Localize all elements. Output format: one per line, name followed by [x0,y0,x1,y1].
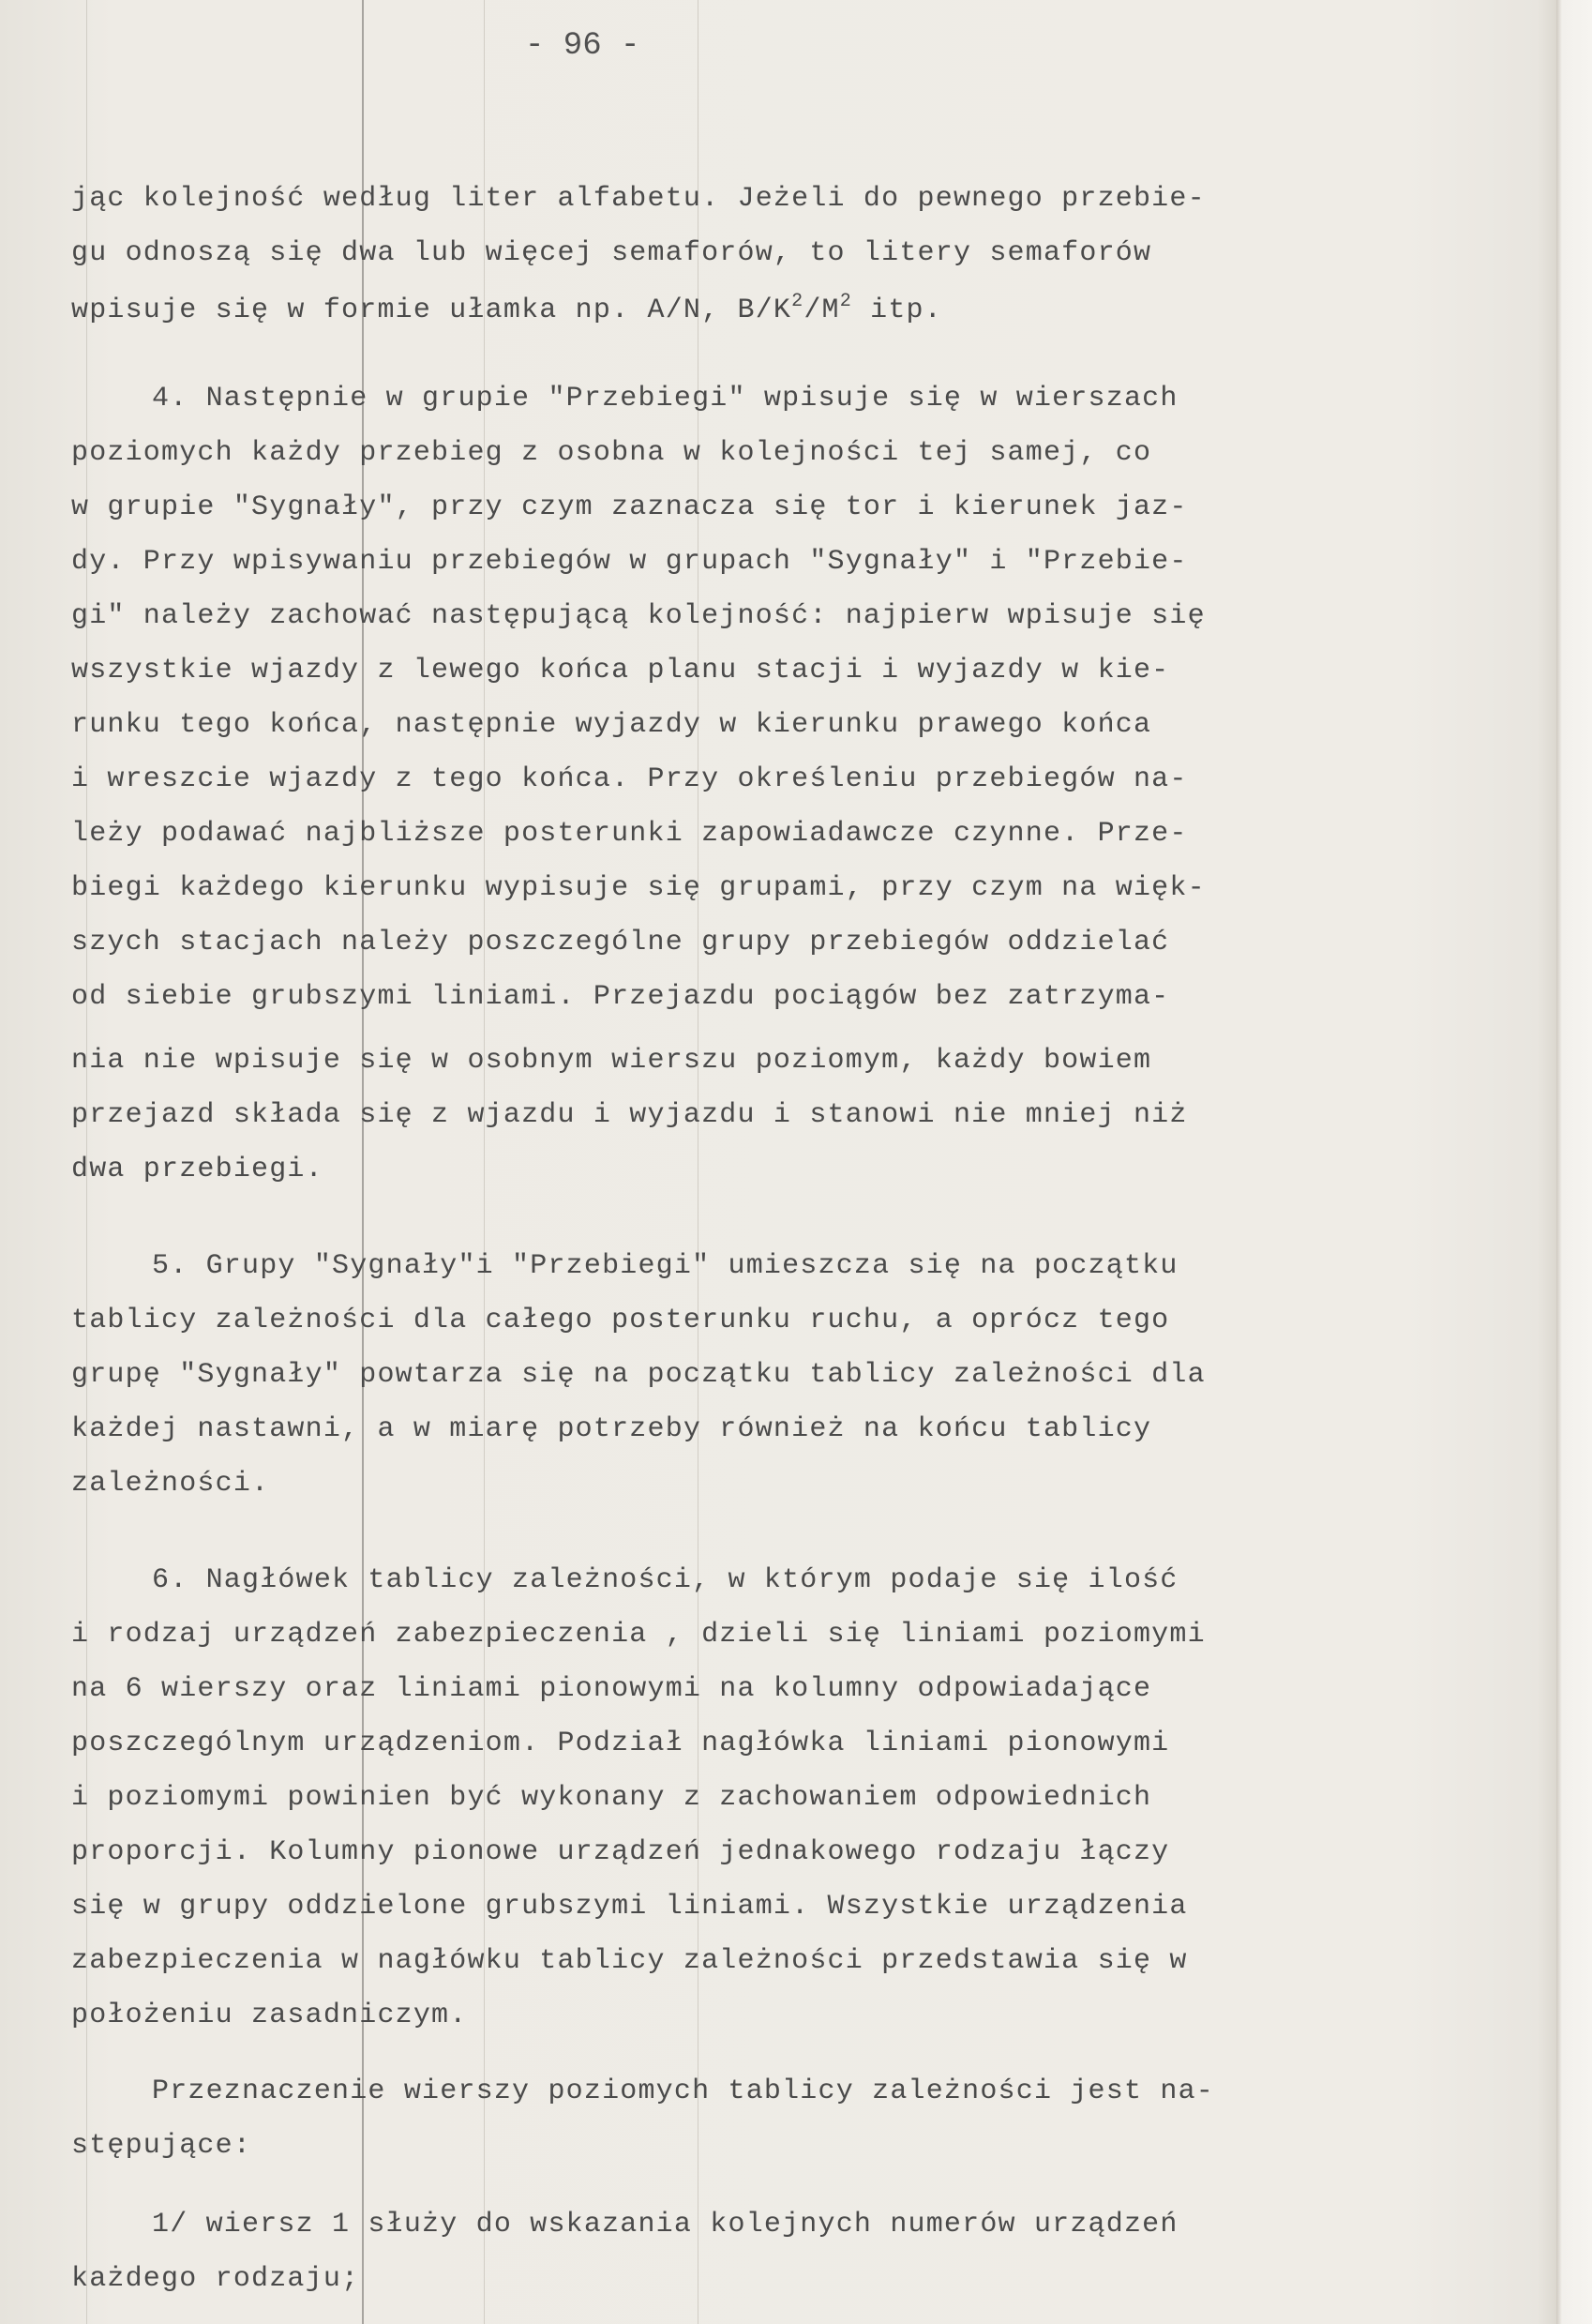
text-line: dy. Przy wpisywaniu przebiegów w grupach "Sygnały" i "Przebie- [71,546,1188,578]
text-line: leży podawać najbliższe posterunki zapowiadawcze czynne. Prze- [71,818,1188,850]
text-line: szych stacjach należy poszczególne grupy przebiegów oddzielać [71,927,1170,958]
text-line: i wreszcie wjazdy z tego końca. Przy określeniu przebiegów na- [71,763,1188,795]
text-line: nia nie wpisuje się w osobnym wierszu poziomym, każdy bowiem [71,1045,1152,1077]
text-line: położeniu zasadniczym. [71,2000,468,2031]
text-line: proporcji. Kolumny pionowe urządzeń jednakowego rodzaju łączy [71,1836,1170,1868]
text-line: zabezpieczenia w nagłówku tablicy zależności przedstawia się w [71,1945,1188,1977]
text-line: każdego rodzaju; [71,2263,360,2295]
text-line: jąc kolejność według liter alfabetu. Jeżeli do pewnego przebie- [71,183,1206,215]
text-line: w grupie "Sygnały", przy czym zaznacza się tor i kierunek jaz- [71,491,1188,523]
text-line: zależności. [71,1468,270,1500]
page-edge [1556,0,1592,2324]
text-line: biegi każdego kierunku wypisuje się grupami, przy czym na więk- [71,872,1206,904]
text-span: /M [804,294,840,326]
text-line: każdej nastawni, a w miarę potrzeby również na końcu tablicy [71,1413,1152,1445]
text-line: i rodzaj urządzeń zabezpieczenia , dzieli się liniami poziomymi [71,1619,1206,1651]
text-line: 5. Grupy "Sygnały"i "Przebiegi" umieszcza się na początku [152,1250,1179,1282]
superscript: 2 [791,291,804,312]
text-line: 1/ wiersz 1 służy do wskazania kolejnych numerów urządzeń [152,2209,1179,2241]
superscript: 2 [839,291,852,312]
text-line: Przeznaczenie wierszy poziomych tablicy zależności jest na- [152,2075,1214,2107]
text-line: 4. Następnie w grupie "Przebiegi" wpisuje się w wierszach [152,383,1179,415]
text-line: poszczególnym urządzeniom. Podział nagłówka liniami pionowymi [71,1728,1170,1759]
text-line: wszystkie wjazdy z lewego końca planu stacji i wyjazdy w kie- [71,655,1170,687]
text-line: poziomych każdy przebieg z osobna w kolejności tej samej, co [71,437,1152,469]
text-line: stępujące: [71,2130,252,2162]
text-line: od siebie grubszymi liniami. Przejazdu pociągów bez zatrzyma- [71,981,1170,1013]
text-line: tablicy zależności dla całego posterunku ruchu, a oprócz tego [71,1305,1170,1336]
text-line: 6. Nagłówek tablicy zależności, w którym podaje się ilość [152,1564,1179,1596]
text-line: gu odnoszą się dwa lub więcej semaforów, to litery semaforów [71,237,1152,269]
text-span: itp. [851,294,942,326]
text-line: dwa przebiegi. [71,1154,323,1185]
text-span: wpisuje się w formie ułamka np. A/N, B/K [71,294,792,326]
text-line: gi" należy zachować następującą kolejność: najpierw wpisuje się [71,600,1206,632]
text-line: grupę "Sygnały" powtarza się na początku tablicy zależności dla [71,1359,1206,1391]
text-line: i poziomymi powinien być wykonany z zachowaniem odpowiednich [71,1782,1152,1814]
text-line: się w grupy oddzielone grubszymi liniami. Wszystkie urządzenia [71,1891,1188,1923]
page-number: - 96 - [525,28,640,64]
text-line: na 6 wierszy oraz liniami pionowymi na kolumny odpowiadające [71,1673,1152,1705]
text-line: przejazd składa się z wjazdu i wyjazdu i stanowi nie mniej niż [71,1099,1188,1131]
text-line [71,291,942,326]
text-line: runku tego końca, następnie wyjazdy w kierunku prawego końca [71,709,1152,741]
